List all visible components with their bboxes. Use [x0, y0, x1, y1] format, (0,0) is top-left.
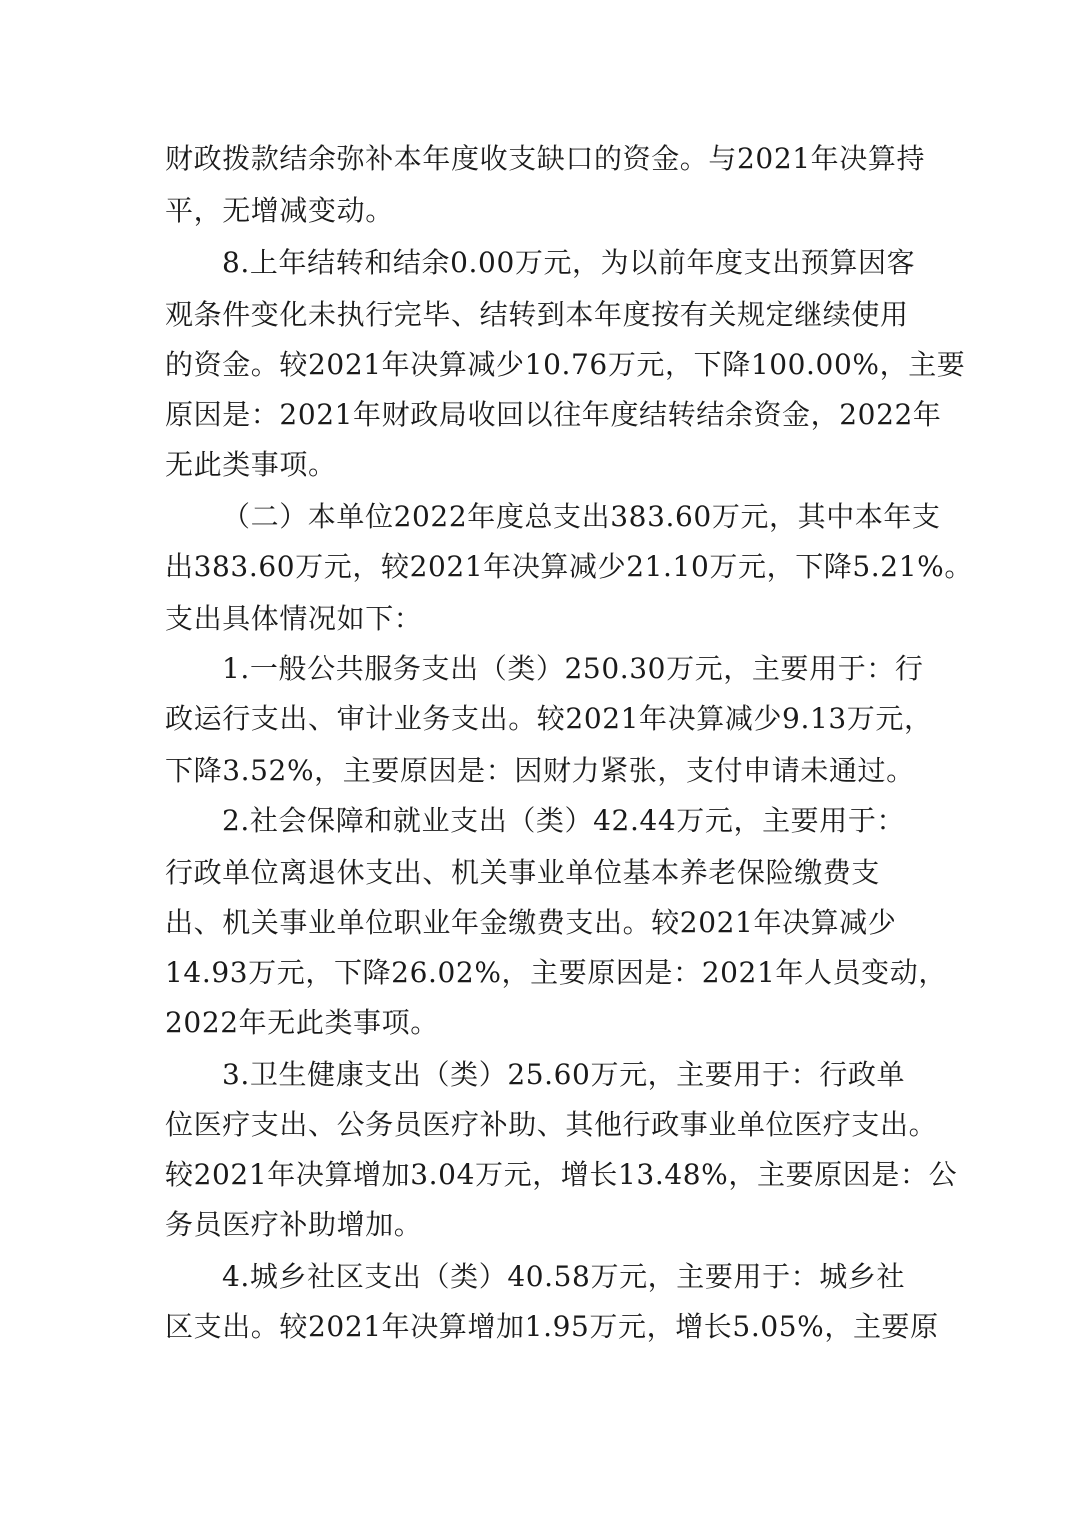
text-line: 出383.60万元，较2021年决算减少21.10万元，下降5.21%。	[165, 550, 973, 583]
text-line: 3.卫生健康支出（类）25.60万元，主要用于：行政单	[222, 1058, 906, 1091]
text-line: （二）本单位2022年度总支出383.60万元，其中本年支	[222, 500, 941, 533]
text-line: 下降3.52%，主要原因是：因财力紧张，支付申请未通过。	[165, 754, 915, 787]
text-line: 原因是：2021年财政局收回以往年度结转结余资金，2022年	[165, 398, 942, 431]
text-line: 平，无增减变动。	[165, 194, 394, 227]
text-line: 支出具体情况如下：	[165, 602, 423, 635]
text-line: 区支出。较2021年决算增加1.95万元，增长5.05%，主要原	[165, 1310, 939, 1343]
text-line: 1.一般公共服务支出（类）250.30万元，主要用于：行	[222, 652, 924, 685]
text-line: 较2021年决算增加3.04万元，增长13.48%，主要原因是：公	[165, 1158, 958, 1191]
text-line: 8.上年结转和结余0.00万元，为以前年度支出预算因客	[222, 246, 916, 279]
text-line: 2.社会保障和就业支出（类）42.44万元，主要用于：	[222, 804, 906, 837]
text-line: 位医疗支出、公务员医疗补助、其他行政事业单位医疗支出。	[165, 1108, 938, 1141]
text-line: 财政拨款结余弥补本年度收支缺口的资金。与2021年决算持	[165, 142, 926, 175]
text-line: 的资金。较2021年决算减少10.76万元，下降100.00%，主要	[165, 348, 966, 381]
text-line: 无此类事项。	[165, 448, 337, 481]
text-line: 行政单位离退休支出、机关事业单位基本养老保险缴费支	[165, 856, 881, 889]
text-line: 14.93万元，下降26.02%，主要原因是：2021年人员变动，	[165, 956, 947, 989]
text-line: 观条件变化未执行完毕、结转到本年度按有关规定继续使用	[165, 298, 909, 331]
text-line: 4.城乡社区支出（类）40.58万元，主要用于：城乡社	[222, 1260, 906, 1293]
text-line: 务员医疗补助增加。	[165, 1208, 423, 1241]
text-line: 2022年无此类事项。	[165, 1006, 439, 1039]
text-line: 政运行支出、审计业务支出。较2021年决算减少9.13万元，	[165, 702, 933, 735]
text-line: 出、机关事业单位职业年金缴费支出。较2021年决算减少	[165, 906, 897, 939]
